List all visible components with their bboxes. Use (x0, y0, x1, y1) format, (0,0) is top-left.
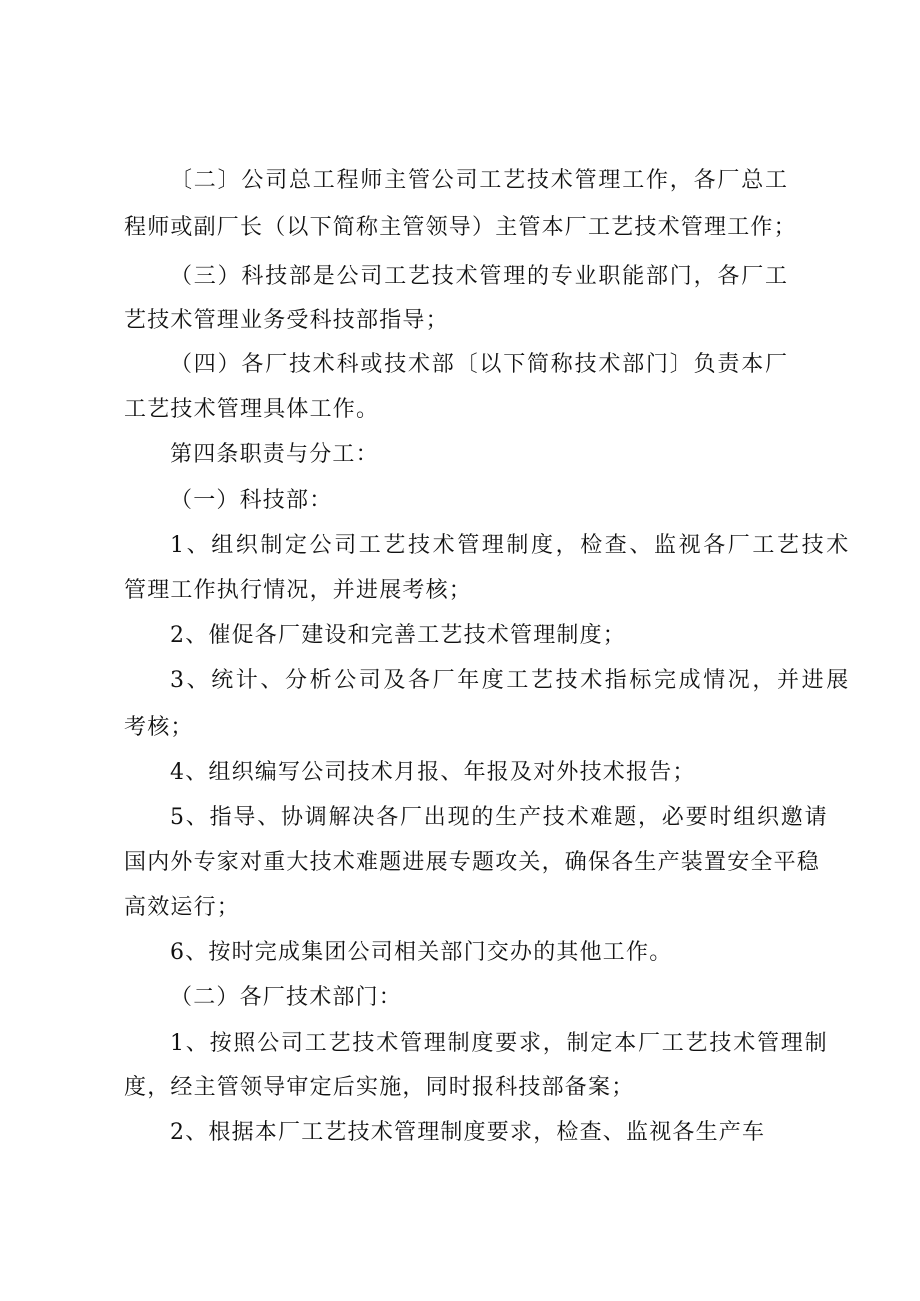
paragraph-line-12: 3、统计、分析公司及各厂年度工艺技术指标完成情况，并进展 (170, 668, 851, 693)
paragraph-line-13: 考核； (124, 715, 194, 740)
paragraph-line-4: 艺技术管理业务受科技部指导； (124, 308, 449, 333)
section-heading-science-dept: （一）科技部： (170, 488, 333, 513)
paragraph-line-18: 6、按时完成集团公司相关部门交办的其他工作。 (170, 940, 673, 965)
paragraph-line-10: 管理工作执行情况，并进展考核； (124, 578, 473, 603)
paragraph-line-21: 度，经主管领导审定后实施，同时报科技部备案； (124, 1075, 635, 1100)
paragraph-line-1: 〔二〕公司总工程师主管公司工艺技术管理工作，各厂总工 (170, 168, 789, 193)
section-heading-factory-tech-dept: （二）各厂技术部门： (170, 985, 403, 1010)
paragraph-line-14: 4、组织编写公司技术月报、年报及对外技术报告； (170, 760, 696, 785)
paragraph-line-22: 2、根据本厂工艺技术管理制度要求，检查、监视各生产车 (170, 1120, 766, 1145)
paragraph-line-3: （三）科技部是公司工艺技术管理的专业职能部门，各厂工 (170, 264, 789, 289)
paragraph-line-9: 1、组织制定公司工艺技术管理制度，检查、监视各厂工艺技术 (170, 533, 851, 558)
article-heading-4: 第四条职责与分工： (170, 442, 379, 467)
paragraph-line-20: 1、按照公司工艺技术管理制度要求，制定本厂工艺技术管理制 (170, 1031, 829, 1056)
paragraph-line-6: 工艺技术管理具体工作。 (124, 397, 380, 422)
paragraph-line-5: （四）各厂技术科或技术部〔以下简称技术部门〕负责本厂 (170, 352, 789, 377)
paragraph-line-15: 5、指导、协调解决各厂出现的生产技术难题，必要时组织邀请 (170, 805, 829, 830)
paragraph-line-11: 2、催促各厂建设和完善工艺技术管理制度； (170, 623, 626, 648)
paragraph-line-16: 国内外专家对重大技术难题进展专题攻关，确保各生产装置安全平稳 (124, 850, 821, 875)
paragraph-line-17: 高效运行； (124, 895, 241, 920)
paragraph-line-2: 程师或副厂长（以下简称主管领导）主管本厂工艺技术管理工作； (124, 215, 797, 240)
